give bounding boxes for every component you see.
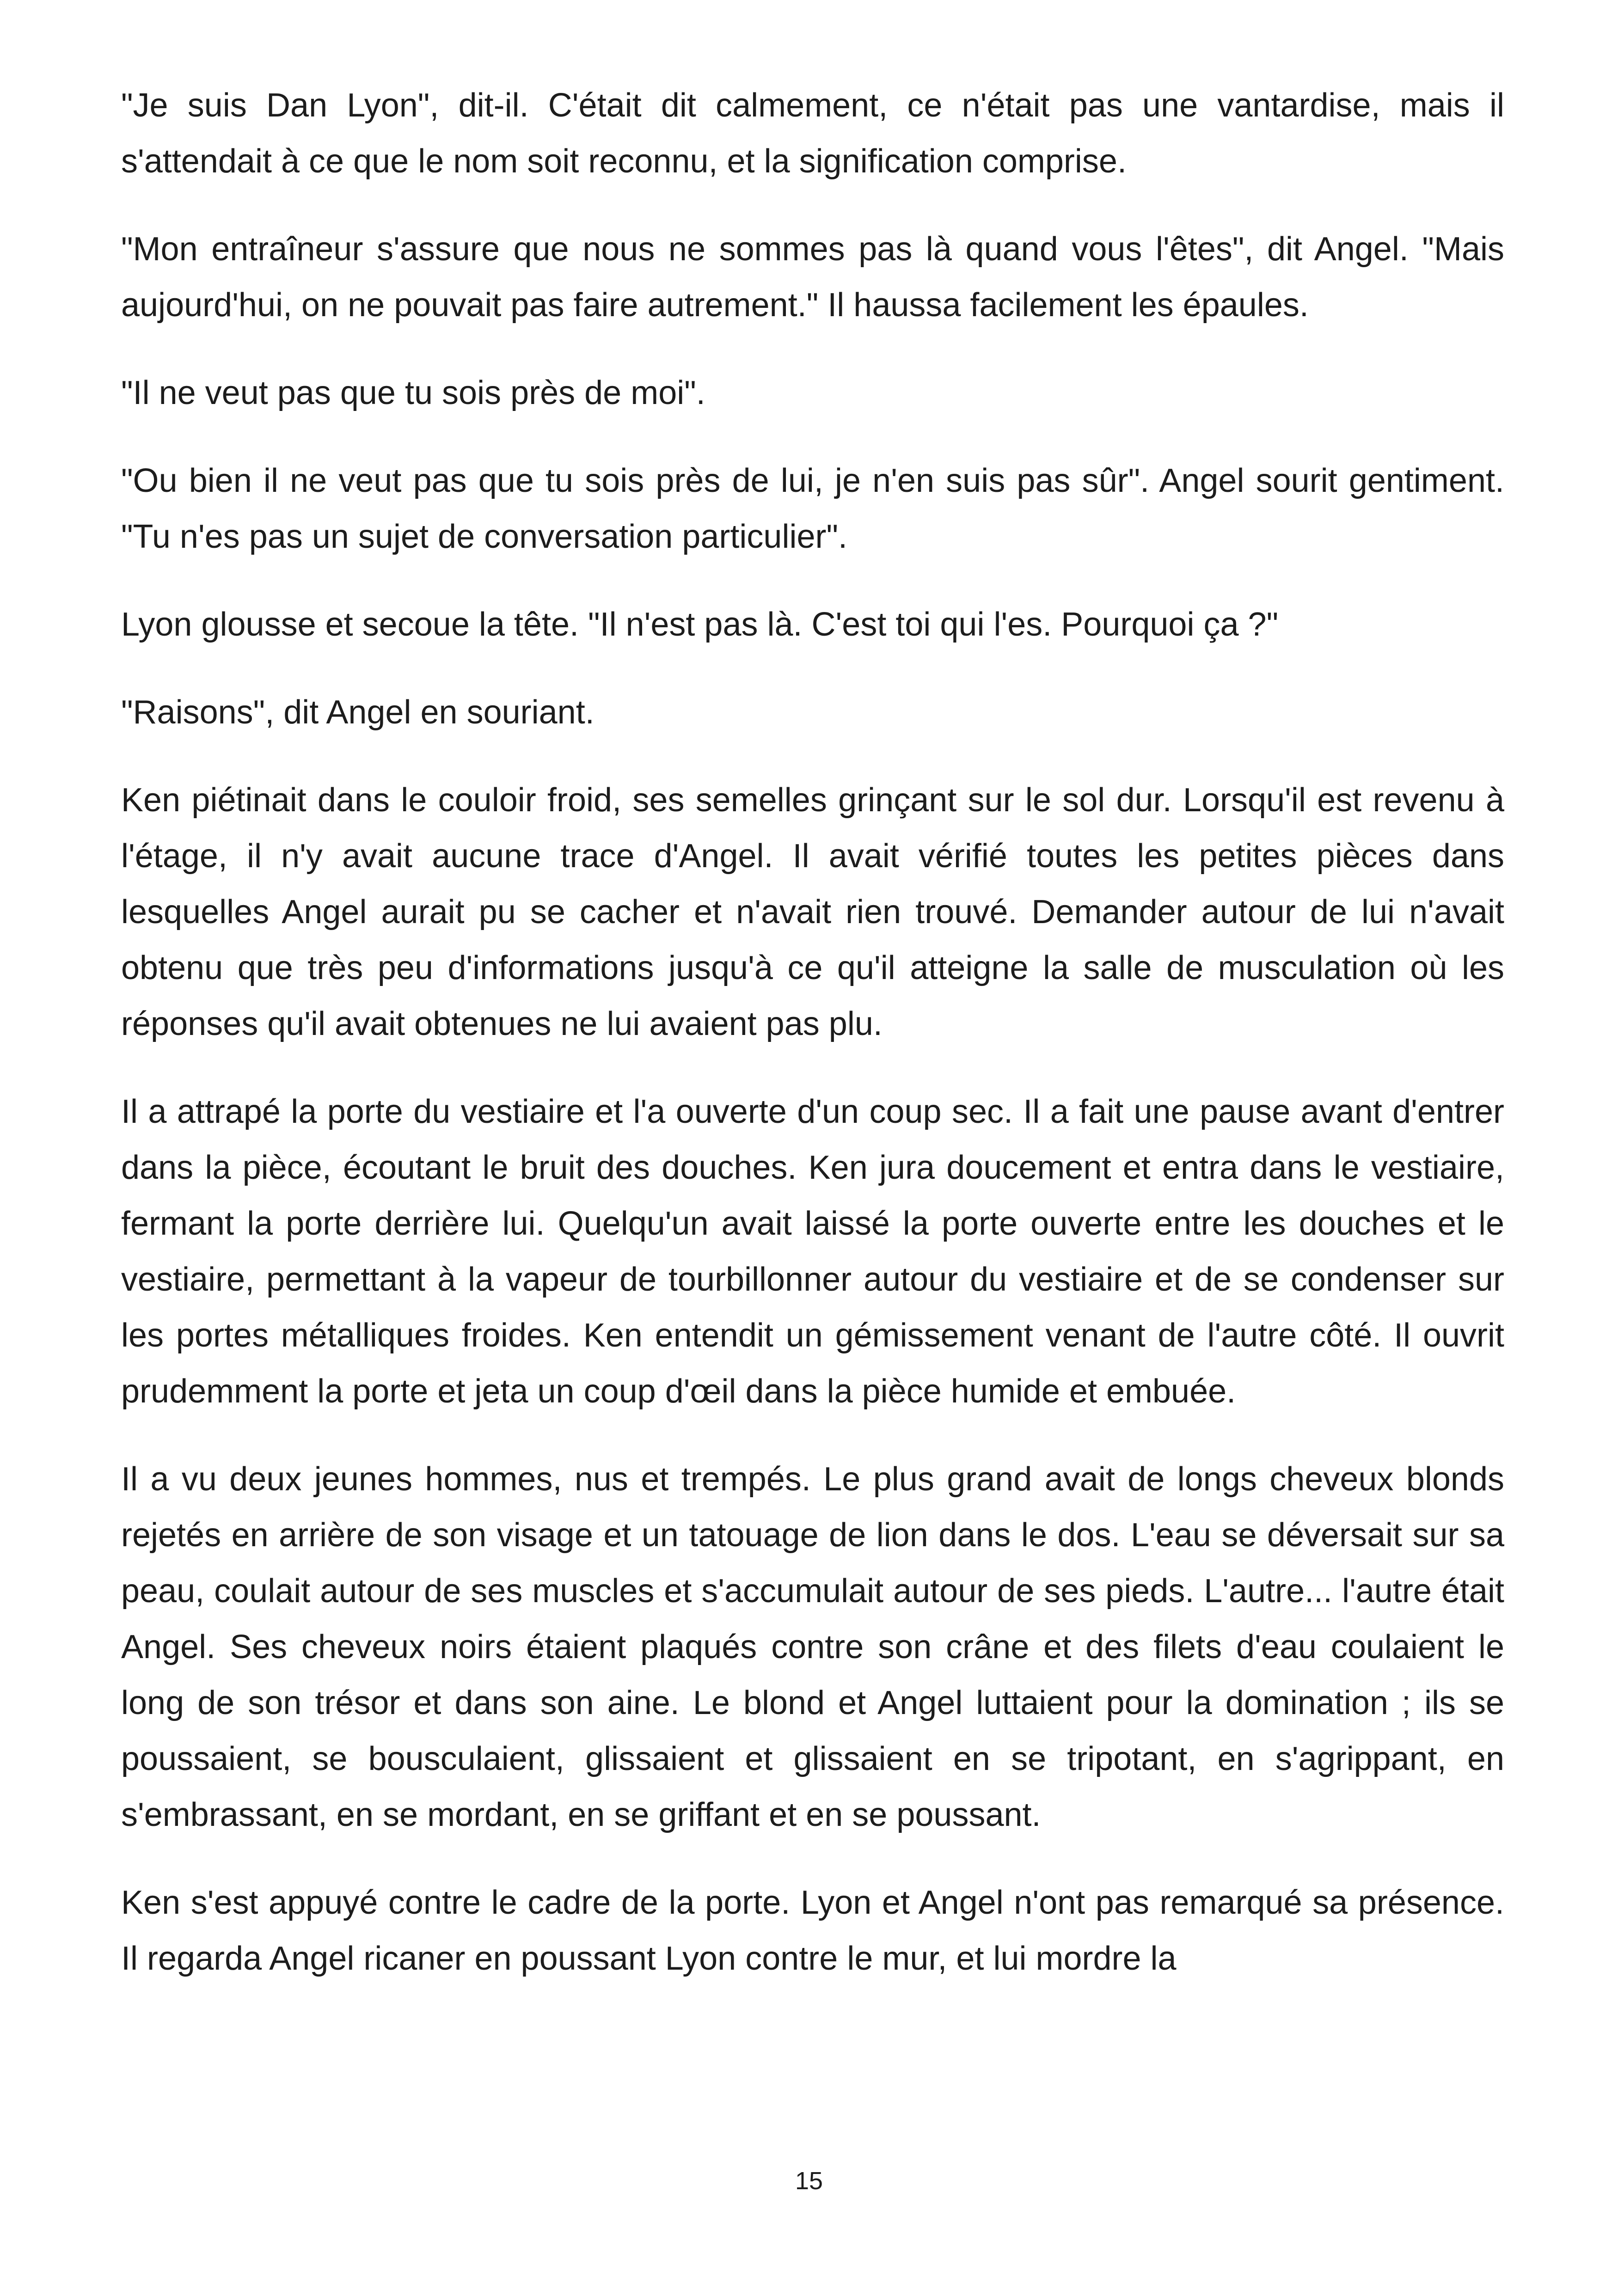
- paragraph-9: Il a vu deux jeunes hommes, nus et trempés. Le plus grand avait de longs cheveux blonds rejetés en arrière de son visage et un tatouage de lion dans le dos. L'eau se déversait sur sa peau, coulait autour de ses muscles et s'accumulait autour de ses pieds. L'autre... l'autre était Angel. Ses cheveux noirs étaient plaqués contre son crâne et des filets d'eau coulaient le long de son trésor et dans son aine. Le blond et Angel luttaient pour la domination ; ils se poussaient, se bousculaient, glissaient et glissaient en se tripotant, en s'agrippant, en s'embrassant, en se mordant, en se griffant et en se poussant.: [121, 1461, 1504, 1833]
- paragraph-4: "Ou bien il ne veut pas que tu sois près de lui, je n'en suis pas sûr". Angel sourit gentiment. "Tu n'es pas un sujet de conversation particulier".: [121, 462, 1504, 555]
- paragraph-10: Ken s'est appuyé contre le cadre de la porte. Lyon et Angel n'ont pas remarqué sa présence. Il regarda Angel ricaner en poussant Lyon contre le mur, et lui mordre la: [121, 1884, 1504, 1977]
- paragraph-1: "Je suis Dan Lyon", dit-il. C'était dit calmement, ce n'était pas une vantardise, mais il s'attendait à ce que le nom soit reconnu, et la signification comprise.: [121, 87, 1504, 180]
- paragraph-3: "Il ne veut pas que tu sois près de moi".: [121, 374, 705, 411]
- body-text: [121, 78, 1504, 1987]
- paragraph-7: Ken piétinait dans le couloir froid, ses semelles grinçant sur le sol dur. Lorsqu'il est revenu à l'étage, il n'y avait aucune trace d'Angel. Il avait vérifié toutes les petites pièces dans lesquelles Angel aurait pu se cacher et n'avait rien trouvé. Demander autour de lui n'avait obtenu que très peu d'informations jusqu'à ce qu'il atteigne la salle de musculation où les réponses qu'il avait obtenues ne lui avaient pas plu.: [121, 782, 1504, 1042]
- paragraph-6: "Raisons", dit Angel en souriant.: [121, 694, 594, 731]
- paragraph-8: Il a attrapé la porte du vestiaire et l'a ouverte d'un coup sec. Il a fait une pause avant d'entrer dans la pièce, écoutant le bruit des douches. Ken jura doucement et entra dans le vestiaire, fermant la porte derrière lui. Quelqu'un avait laissé la porte ouverte entre les douches et le vestiaire, permettant à la vapeur de tourbillonner autour du vestiaire et de se condenser sur les portes métalliques froides. Ken entendit un gémissement venant de l'autre côté. Il ouvrit prudemment la porte et jeta un coup d'œil dans la pièce humide et embuée.: [121, 1093, 1504, 1410]
- page-number: 15: [795, 2167, 823, 2195]
- paragraph-2: "Mon entraîneur s'assure que nous ne sommes pas là quand vous l'êtes", dit Angel. "Mais aujourd'hui, on ne pouvait pas faire autrement." Il haussa facilement les épaules.: [121, 231, 1504, 324]
- paragraph-5: Lyon glousse et secoue la tête. "Il n'est pas là. C'est toi qui l'es. Pourquoi ça ?": [121, 606, 1279, 643]
